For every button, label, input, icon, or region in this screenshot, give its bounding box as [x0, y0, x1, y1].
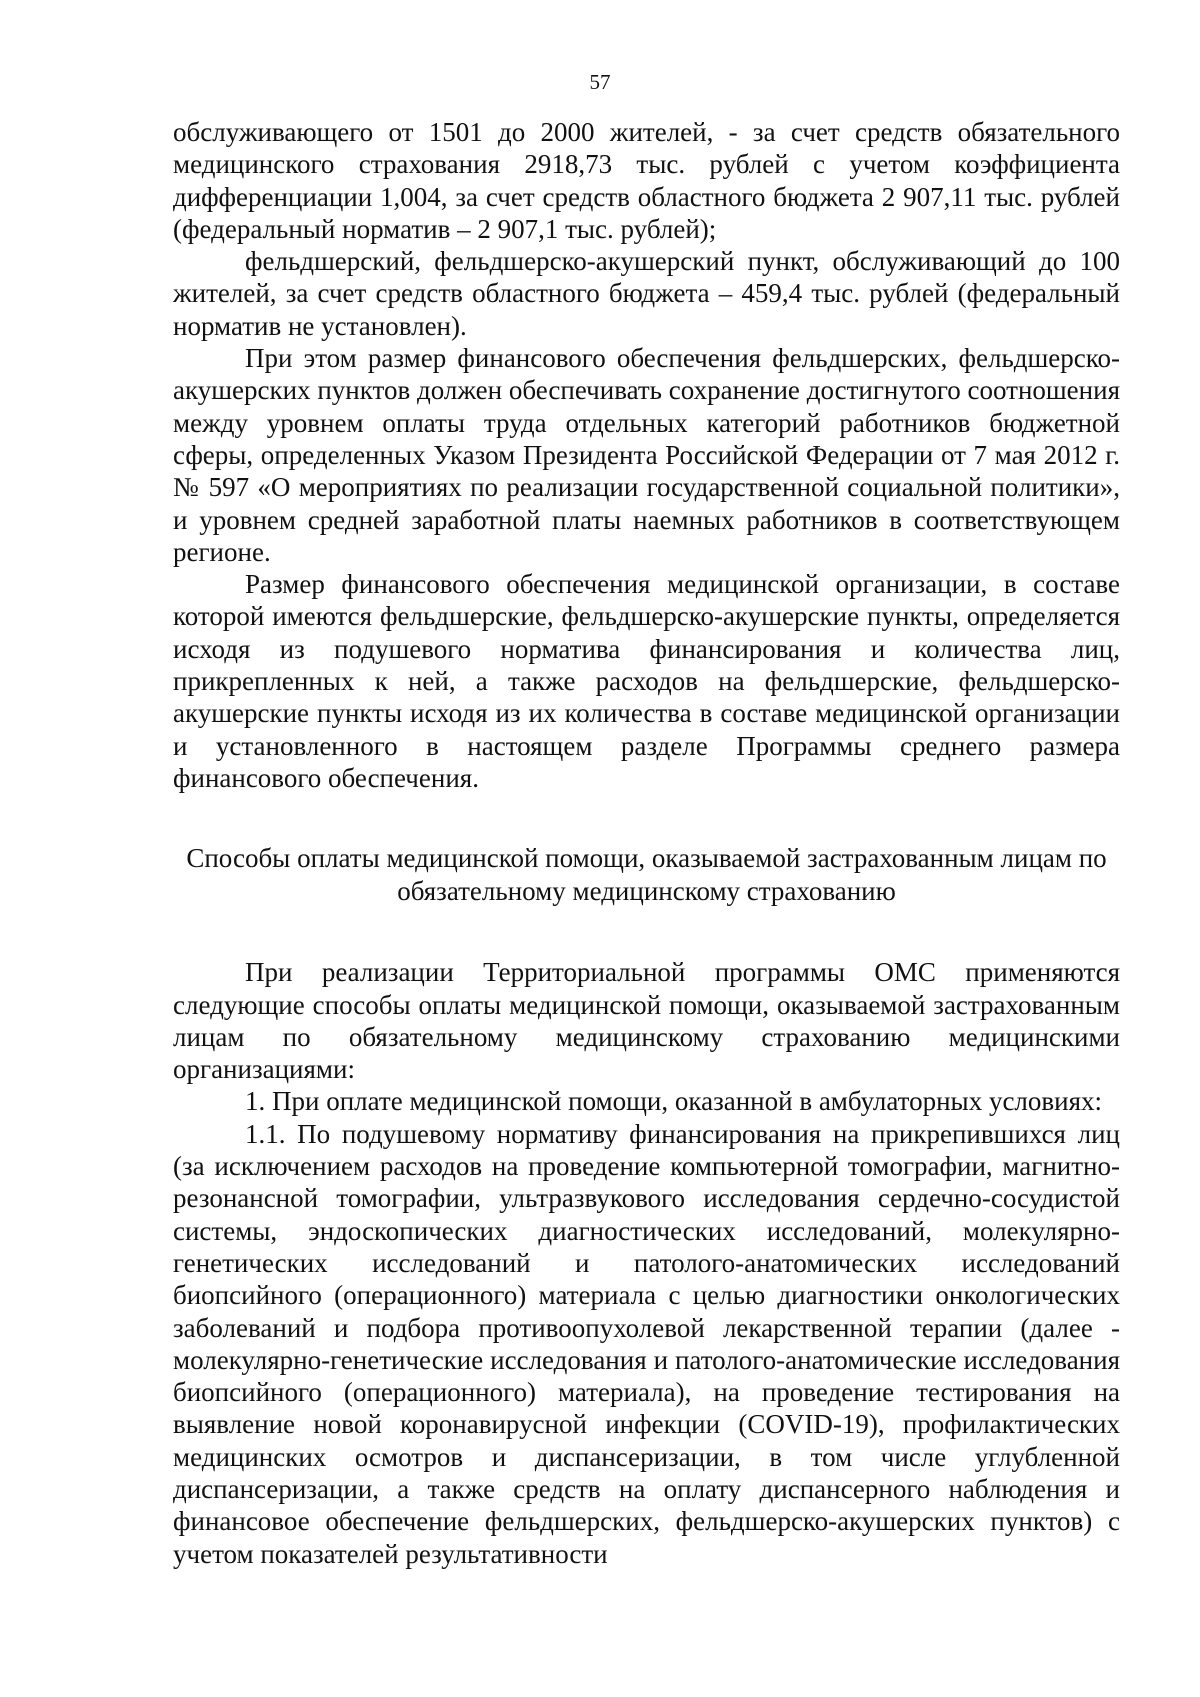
paragraph: фельдшерский, фельдшерско-акушерский пункт, обслуживающий до 100 жителей, за счет средств областного бюджета – 459,4 тыс. рублей (федеральный норматив не установлен). [173, 246, 1120, 341]
paragraph: Размер финансового обеспечения медицинской организации, в составе которой имеются фельдшерские, фельдшерско-акушерские пункты, определяется исходя из подушевого норматива финансирования и количества лиц, прикрепленных к ней, а также расходов на фельдшерские, фельдшерско-акушерские пункты исходя из их количества в составе медицинской организации и установленного в настоящем разделе Программы среднего размера финансового обеспечения. [173, 569, 1120, 793]
paragraph: При реализации Территориальной программы ОМС применяются следующие способы оплаты медицинской помощи, оказываемой застрахованным лицам по обязательному медицинскому страхованию медицинскими организациями: [173, 957, 1120, 1085]
paragraph: При этом размер финансового обеспечения фельдшерских, фельдшерско-акушерских пунктов должен обеспечивать сохранение достигнутого соотношения между уровнем оплаты труда отдельных категорий работников бюджетной сферы, определенных Указом Президента Российской Федерации от 7 мая 2012 г. № 597 «О мероприятиях по реализации государственной социальной политики», и уровнем средней заработной платы наемных работников в соответствующем регионе. [173, 343, 1120, 567]
section-heading: Способы оплаты медицинской помощи, оказываемой застрахованным лицам по обязательному медицинскому страхованию [186, 843, 1107, 907]
document-body [173, 116, 1120, 1570]
page-number: 57 [589, 70, 611, 94]
paragraph: 1. При оплате медицинской помощи, оказанной в амбулаторных условиях: [245, 1086, 1103, 1117]
paragraph: обслуживающего от 1501 до 2000 жителей, - за счет средств обязательного медицинского страхования 2918,73 тыс. рублей с учетом коэффициента дифференциации 1,004, за счет средств областного бюджета 2 907,11 тыс. рублей (федеральный норматив – 2 907,1 тыс. рублей); [173, 117, 1120, 244]
paragraph: 1.1. По подушевому нормативу финансирования на прикрепившихся лиц (за исключением расходов на проведение компьютерной томографии, магнитно-резонансной томографии, ультразвукового исследования сердечно-сосудистой системы, эндоскопических диагностических исследований, молекулярно-генетических исследований и патолого-анатомических исследований биопсийного (операционного) материала с целью диагностики онкологических заболеваний и подбора противоопухолевой лекарственной терапии (далее - молекулярно-генетические исследования и патолого-анатомические исследования биопсийного (операционного) материала), на проведение тестирования на выявление новой коронавирусной инфекции (COVID-19), профилактических медицинских осмотров и диспансеризации, в том числе углубленной диспансеризации, а также средств на оплату диспансерного наблюдения и финансовое обеспечение фельдшерских, фельдшерско-акушерских пунктов) с учетом показателей результативности [173, 1118, 1120, 1569]
